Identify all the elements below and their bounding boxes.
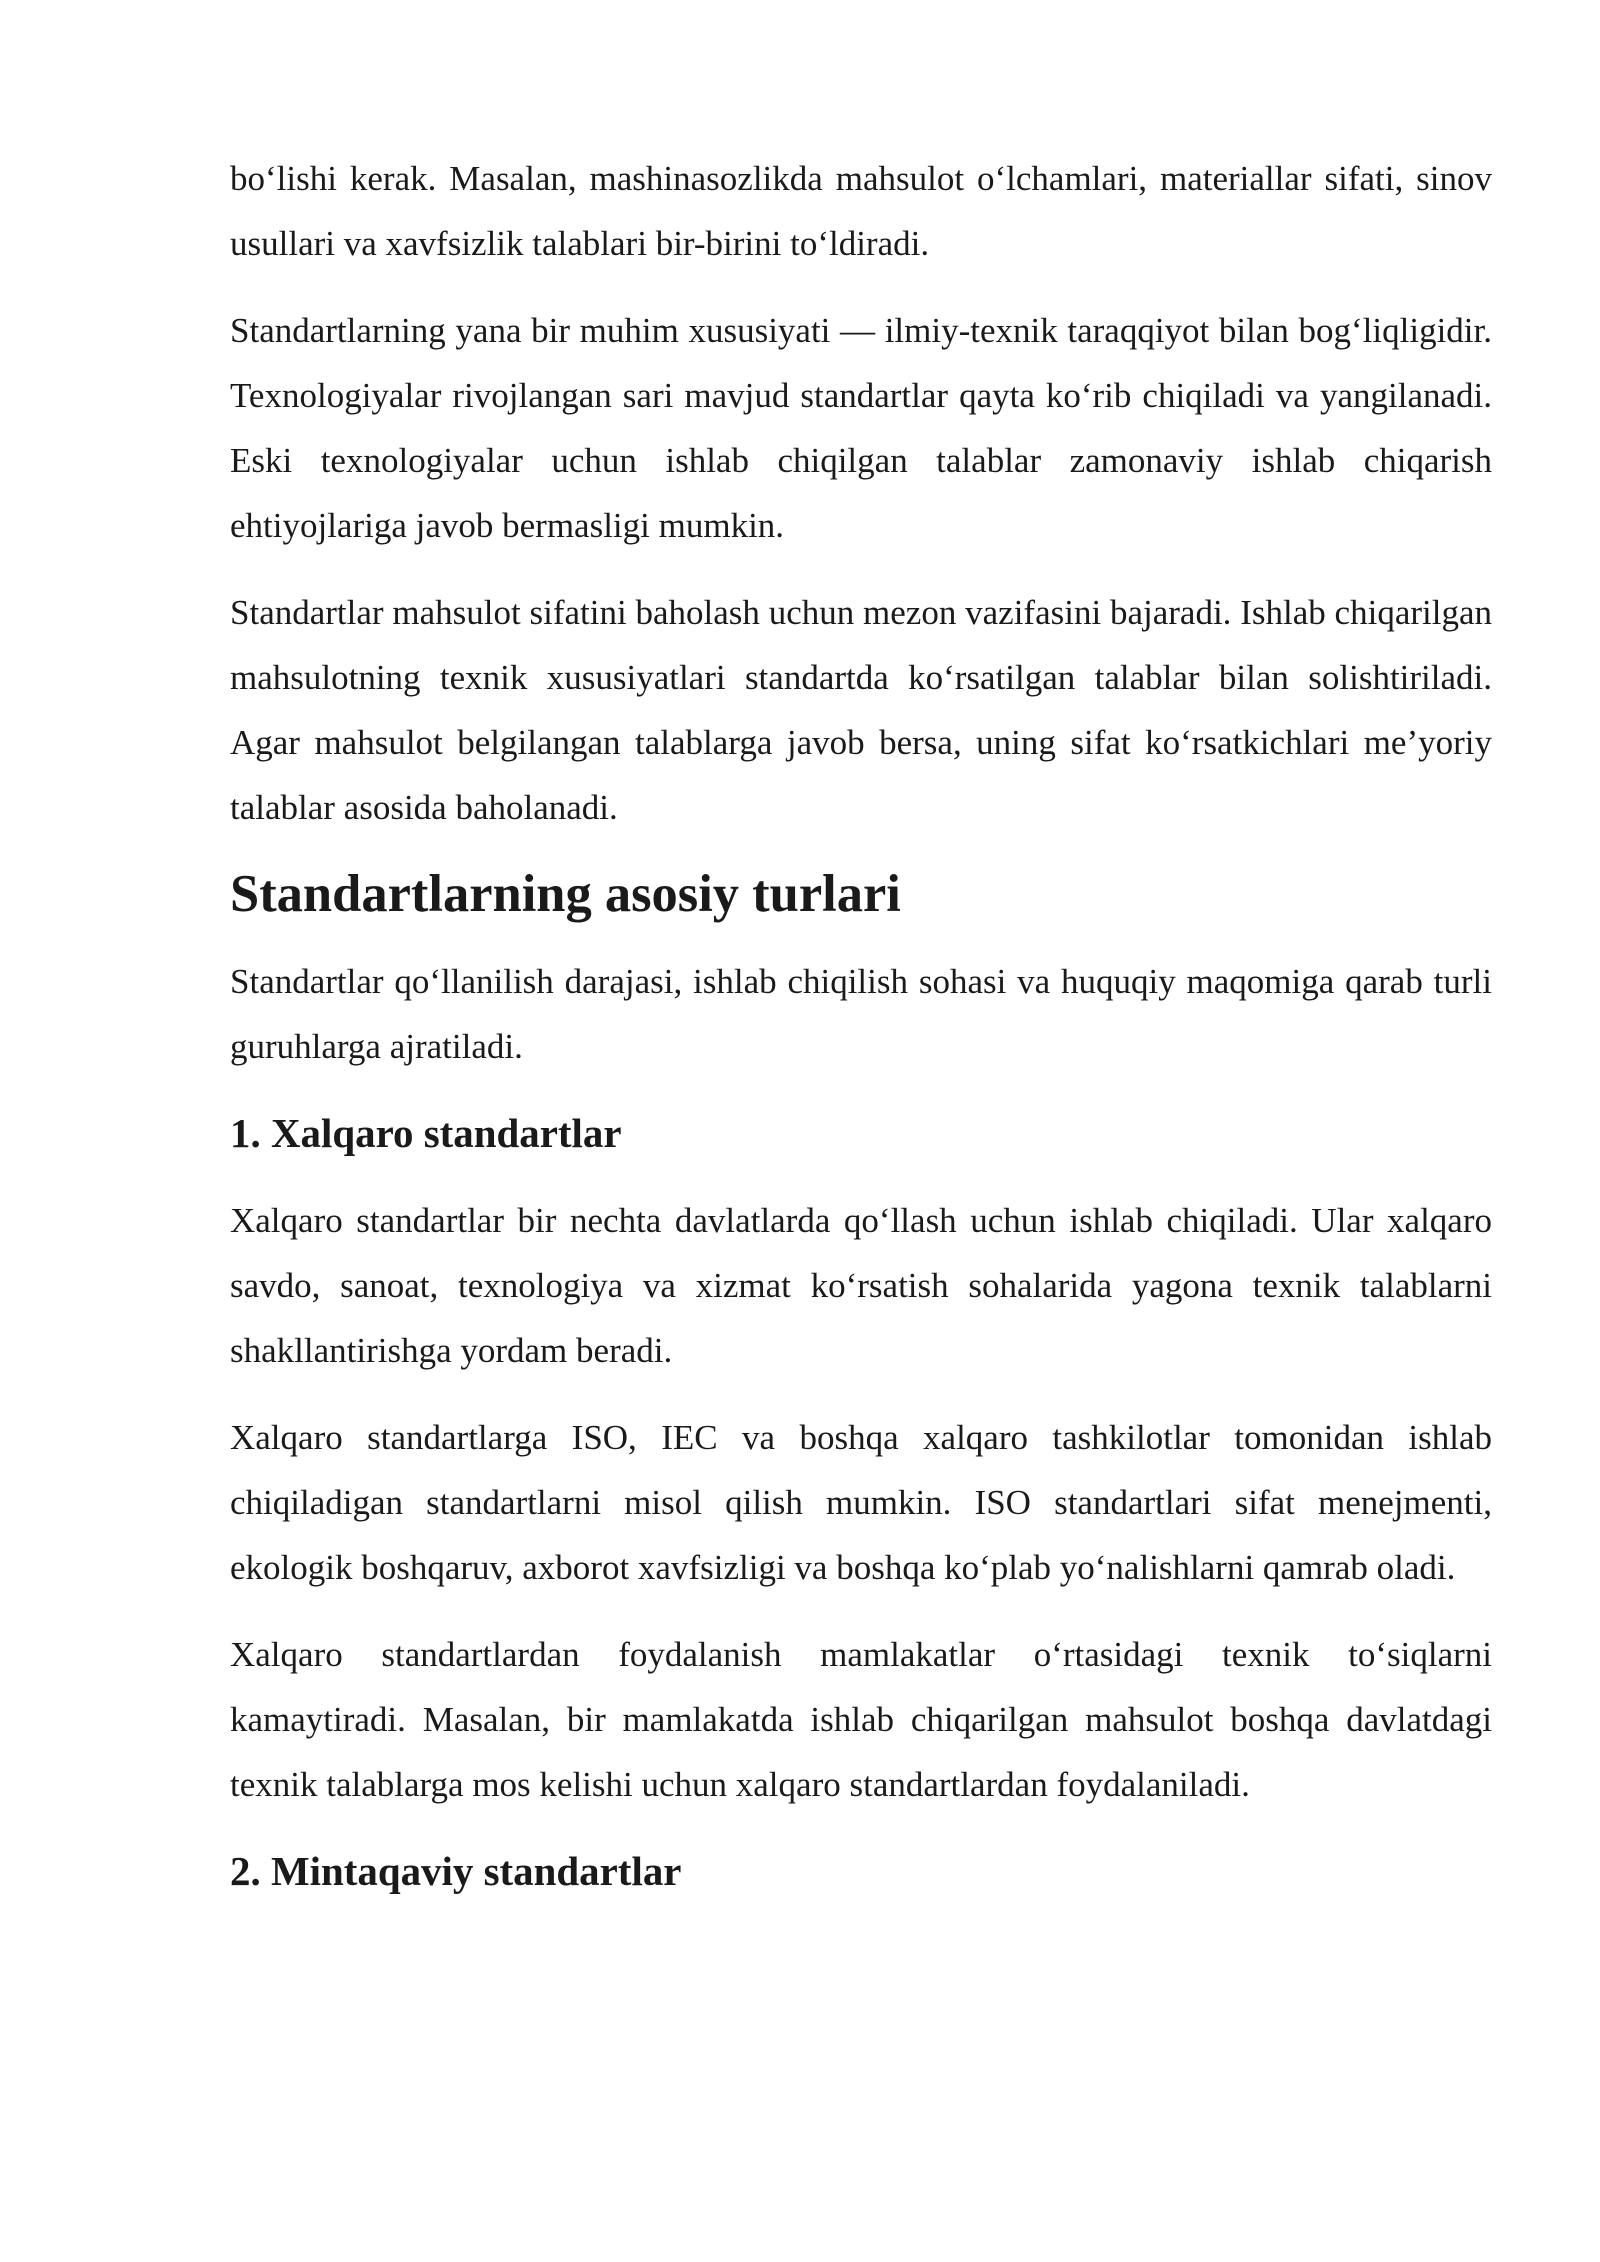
heading-international-standards: 1. Xalqaro standartlar — [230, 1111, 622, 1156]
paragraph-international-definition: Xalqaro standartlar bir nechta davlatlarda qo‘llash uchun ishlab chiqiladi. Ular xalqaro savdo, sanoat, texnologiya va xizmat ko‘rsatish sohalarida yagona texnik talablarni shakllantirishga yordam beradi. — [230, 1201, 1492, 1370]
paragraph-classification: Standartlar qo‘llanilish darajasi, ishlab chiqilish sohasi va huquqiy maqomiga qarab turli guruhlarga ajratiladi. — [230, 962, 1492, 1066]
heading-regional-standards: 2. Mintaqaviy standartlar — [230, 1849, 682, 1894]
paragraph-requirements-complement: bo‘lishi kerak. Masalan, mashinasozlikda mahsulot o‘lchamlari, materiallar sifati, sinov usullari va xavfsizlik talablari bir-birini to‘ldiradi. — [230, 159, 1492, 263]
heading-main-types: Standartlarning asosiy turlari — [230, 865, 901, 923]
paragraph-quality-criteria: Standartlar mahsulot sifatini baholash uchun mezon vazifasini bajaradi. Ishlab chiqarilgan mahsulotning texnik xususiyatlari standartda ko‘rsatilgan talablar bilan solishtiriladi. Agar mahsulot belgilangan talablarga javob bersa, uning sifat ko‘rsatkichlari me’yoriy talablar asosida baholanadi. — [230, 593, 1492, 827]
paragraph-iso-iec-examples: Xalqaro standartlarga ISO, IEC va boshqa xalqaro tashkilotlar tomonidan ishlab chiqiladigan standartlarni misol qilish mumkin. ISO standartlari sifat menejmenti, ekologik boshqaruv, axborot xavfsizligi va boshqa ko‘plab yo‘nalishlarni qamrab oladi. — [230, 1418, 1492, 1587]
document-body — [230, 146, 1492, 1926]
paragraph-scientific-progress: Standartlarning yana bir muhim xususiyati — ilmiy-texnik taraqqiyot bilan bog‘liqligidir. Texnologiyalar rivojlangan sari mavjud standartlar qayta ko‘rib chiqiladi va yangilanadi. Eski texnologiyalar uchun ishlab chiqilgan talablar zamonaviy ishlab chiqarish ehtiyojlariga javob bermasligi mumkin. — [230, 311, 1492, 545]
paragraph-technical-barriers: Xalqaro standartlardan foydalanish mamlakatlar o‘rtasidagi texnik to‘siqlarni kamaytiradi. Masalan, bir mamlakatda ishlab chiqarilgan mahsulot boshqa davlatdagi texnik talablarga mos kelishi uchun xalqaro standartlardan foydalaniladi. — [230, 1635, 1492, 1804]
